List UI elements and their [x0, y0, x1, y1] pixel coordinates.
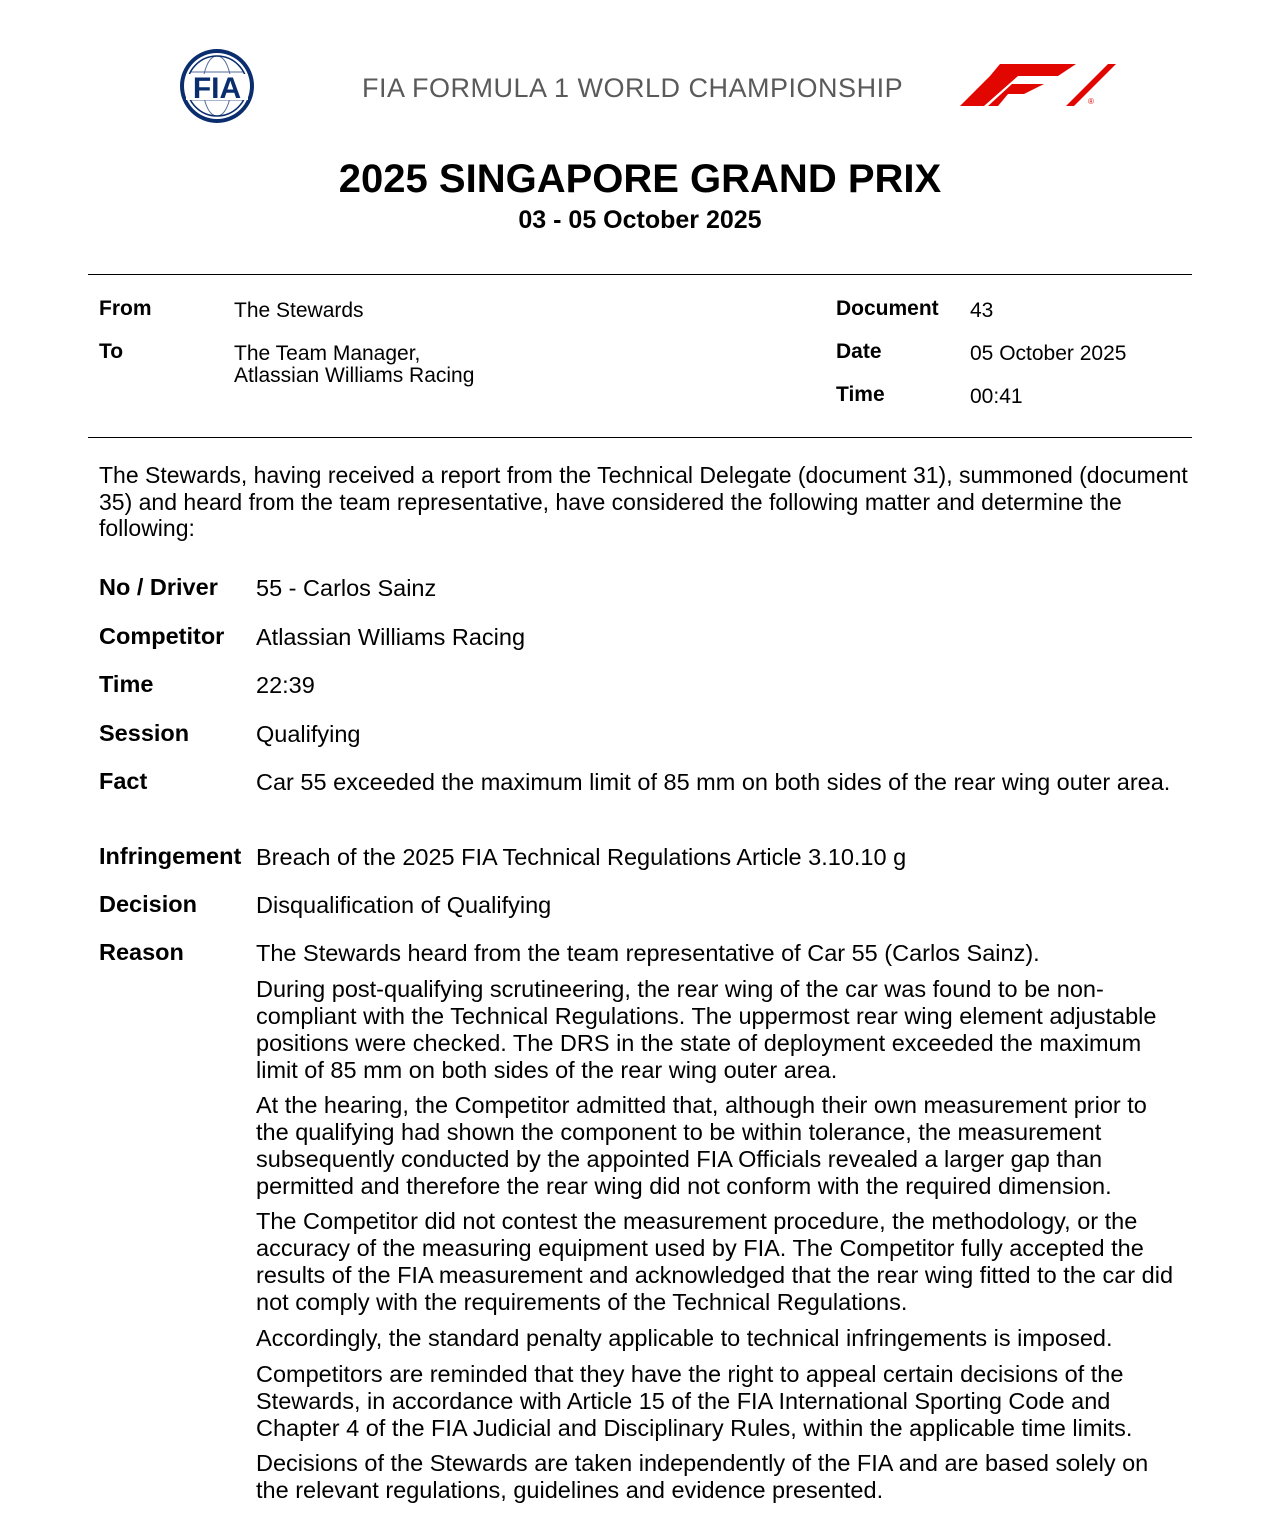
divider-top	[88, 274, 1192, 275]
from-label: From	[99, 297, 152, 320]
decision-value: Disqualification of Qualifying	[256, 892, 552, 918]
date-value: 05 October 2025	[970, 342, 1127, 365]
to-label: To	[99, 340, 124, 363]
reason-paragraph: At the hearing, the Competitor admitted that, although their own measurement prior to the qualifying had shown the component to be within tolerance, the measurement subsequently conducted by the appointed FIA Officials revealed a larger gap than permitted and therefore the rear wing did not conform with the required dimension.	[256, 1092, 1147, 1199]
fia-logo	[164, 48, 270, 124]
intro-paragraph: The Stewards, having received a report from the Technical Delegate (document 31), summoned (document 35) and heard from the team representative, have considered the following matter and determine the following:	[99, 462, 1188, 541]
driver-value: 55 - Carlos Sainz	[256, 575, 437, 601]
fia-logo-text: FIA	[192, 72, 242, 105]
competitor-label: Competitor	[99, 623, 225, 649]
f1-logo	[960, 64, 1116, 106]
session-value: Qualifying	[256, 721, 361, 747]
reason-paragraph: Accordingly, the standard penalty applicable to technical infringements is imposed.	[256, 1325, 1113, 1351]
to-value-line2: Atlassian Williams Racing	[234, 364, 475, 387]
document-value: 43	[970, 299, 994, 322]
fact-value: Car 55 exceeded the maximum limit of 85 mm on both sides of the rear wing outer area.	[256, 769, 1171, 795]
event-title: 2025 SINGAPORE GRAND PRIX	[338, 157, 942, 201]
time-field-label: Time	[99, 671, 154, 697]
competitor-value: Atlassian Williams Racing	[256, 624, 526, 650]
time-field-value: 22:39	[256, 672, 315, 698]
reason-paragraph: The Stewards heard from the team representative of Car 55 (Carlos Sainz).	[256, 940, 1040, 966]
reason-paragraph: Decisions of the Stewards are taken independently of the FIA and are based solely on the relevant regulations, guidelines and evidence presented.	[256, 1450, 1149, 1503]
fact-label: Fact	[99, 768, 148, 794]
time-value: 00:41	[970, 385, 1023, 408]
event-title-block	[0, 155, 1280, 235]
infringement-value: Breach of the 2025 FIA Technical Regulations Article 3.10.10 g	[256, 844, 907, 870]
svg-text:®: ®	[1088, 97, 1094, 106]
date-label: Date	[836, 340, 882, 363]
reason-paragraph: During post-qualifying scrutineering, the rear wing of the car was found to be non-compliant with the Technical Regulations. The uppermost rear wing element adjustable positions were checked. The DRS in the state of deployment exceeded the maximum limit of 85 mm on both sides of the rear wing outer area.	[256, 976, 1157, 1083]
decision-label: Decision	[99, 891, 197, 917]
reason-paragraph: The Competitor did not contest the measurement procedure, the methodology, or the accuracy of the measuring equipment used by FIA. The Competitor fully accepted the results of the FIA measurement and acknowledged that the rear wing fitted to the car did not comply with the requirements of the Technical Regulations.	[256, 1208, 1174, 1315]
f1-logo-text: F1	[960, 64, 962, 65]
championship-title: FIA FORMULA 1 WORLD CHAMPIONSHIP	[362, 73, 904, 103]
document-header	[0, 0, 1280, 140]
divider-bottom	[88, 437, 1192, 438]
reason-paragraph: Competitors are reminded that they have the right to appeal certain decisions of the Stewards, in accordance with Article 15 of the FIA International Sporting Code and Chapter 4 of the FIA Judicial and Disciplinary Rules, within the applicable time limits.	[256, 1361, 1133, 1441]
time-label: Time	[836, 383, 885, 406]
reason-label: Reason	[99, 939, 184, 965]
driver-label: No / Driver	[99, 574, 218, 600]
document-label: Document	[836, 297, 939, 320]
session-label: Session	[99, 720, 190, 746]
from-value: The Stewards	[234, 299, 364, 322]
infringement-label: Infringement	[99, 843, 242, 869]
event-dates: 03 - 05 October 2025	[518, 206, 762, 234]
to-value-line1: The Team Manager,	[234, 342, 421, 365]
